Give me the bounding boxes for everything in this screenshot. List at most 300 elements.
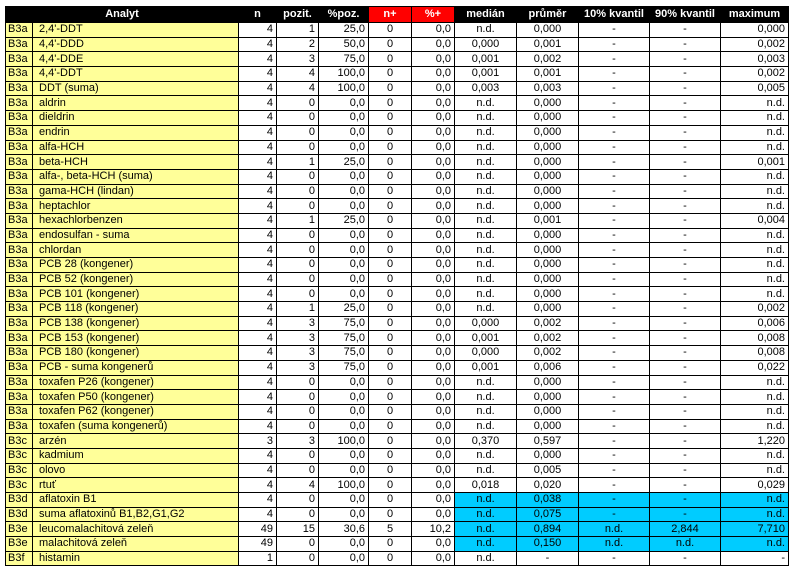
cell-n: 4 [239,169,277,184]
cell-pct-poz: 0,0 [319,375,369,390]
header-q90: 90% kvantil [650,7,721,23]
cell-n: 4 [239,507,277,522]
cell-pct-plus: 0,0 [412,81,455,96]
cell-pozit: 0 [277,493,319,508]
cell-analyte: toxafen P50 (kongener) [33,390,239,405]
results-table-container [5,6,789,566]
cell-n: 4 [239,23,277,38]
cell-n: 4 [239,228,277,243]
cell-n-plus: 0 [369,272,412,287]
cell-n: 49 [239,522,277,537]
cell-q90: - [650,125,721,140]
cell-q10: - [579,404,650,419]
table-row [6,375,789,390]
cell-prumer: 0,001 [517,37,579,52]
cell-analyte: 4,4'-DDT [33,67,239,82]
cell-median: 0,001 [455,67,517,82]
table-row [6,537,789,552]
cell-pct-poz: 25,0 [319,155,369,170]
table-row [6,199,789,214]
cell-pct-poz: 0,0 [319,448,369,463]
cell-q90: - [650,287,721,302]
table-row [6,67,789,82]
cell-pozit: 0 [277,507,319,522]
header-pct-plus: %+ [412,7,455,23]
cell-q90: - [650,169,721,184]
cell-pozit: 0 [277,258,319,273]
table-row [6,493,789,508]
cell-n: 4 [239,125,277,140]
cell-maximum: n.d. [721,243,789,258]
cell-n-plus: 0 [369,67,412,82]
cell-code: B3a [6,155,33,170]
cell-n: 4 [239,67,277,82]
cell-n: 4 [239,360,277,375]
cell-code: B3a [6,346,33,361]
cell-n-plus: 0 [369,199,412,214]
header-n: n [239,7,277,23]
table-row [6,155,789,170]
cell-pct-plus: 0,0 [412,360,455,375]
cell-median: n.d. [455,375,517,390]
cell-n-plus: 0 [369,213,412,228]
cell-analyte: PCB 180 (kongener) [33,346,239,361]
table-row [6,346,789,361]
cell-analyte: histamin [33,551,239,566]
cell-q10: - [579,111,650,126]
cell-maximum: n.d. [721,390,789,405]
cell-pozit: 0 [277,125,319,140]
cell-pct-poz: 0,0 [319,404,369,419]
cell-prumer: 0,000 [517,390,579,405]
cell-pct-plus: 0,0 [412,96,455,111]
cell-maximum: n.d. [721,375,789,390]
cell-pct-poz: 0,0 [319,493,369,508]
cell-maximum: 0,008 [721,346,789,361]
table-row [6,37,789,52]
cell-median: n.d. [455,111,517,126]
cell-n-plus: 0 [369,81,412,96]
cell-pozit: 2 [277,37,319,52]
cell-pozit: 4 [277,81,319,96]
cell-code: B3d [6,493,33,508]
cell-median: n.d. [455,537,517,552]
cell-prumer: 0,000 [517,448,579,463]
cell-prumer: 0,000 [517,184,579,199]
cell-median: n.d. [455,199,517,214]
cell-n-plus: 0 [369,493,412,508]
cell-n: 4 [239,419,277,434]
cell-code: B3a [6,287,33,302]
table-row [6,287,789,302]
cell-analyte: kadmium [33,448,239,463]
cell-n-plus: 0 [369,507,412,522]
cell-q90: - [650,419,721,434]
cell-pozit: 0 [277,390,319,405]
cell-maximum: 0,000 [721,23,789,38]
cell-maximum: n.d. [721,125,789,140]
cell-n: 4 [239,390,277,405]
cell-n: 1 [239,551,277,566]
cell-pct-plus: 0,0 [412,478,455,493]
cell-q90: - [650,493,721,508]
cell-maximum: 0,003 [721,52,789,67]
cell-pozit: 0 [277,375,319,390]
cell-n-plus: 0 [369,537,412,552]
cell-analyte: PCB 138 (kongener) [33,316,239,331]
cell-prumer: 0,597 [517,434,579,449]
cell-prumer: 0,000 [517,125,579,140]
cell-analyte: leucomalachitová zeleň [33,522,239,537]
header-pozit: pozit. [277,7,319,23]
cell-maximum: n.d. [721,287,789,302]
cell-n: 4 [239,213,277,228]
header-row [6,7,789,23]
cell-pct-plus: 0,0 [412,258,455,273]
cell-median: n.d. [455,228,517,243]
cell-maximum: n.d. [721,184,789,199]
cell-pct-plus: 0,0 [412,243,455,258]
cell-maximum: n.d. [721,111,789,126]
cell-maximum: 0,002 [721,67,789,82]
cell-n: 3 [239,434,277,449]
cell-q10: - [579,258,650,273]
cell-q10: - [579,346,650,361]
cell-code: B3e [6,522,33,537]
cell-pozit: 0 [277,537,319,552]
cell-n-plus: 0 [369,360,412,375]
cell-pozit: 0 [277,140,319,155]
cell-q10: - [579,81,650,96]
cell-maximum: n.d. [721,140,789,155]
cell-pozit: 1 [277,155,319,170]
cell-q10: - [579,199,650,214]
cell-n-plus: 0 [369,125,412,140]
table-row [6,243,789,258]
cell-q90: - [650,404,721,419]
cell-prumer: 0,000 [517,155,579,170]
cell-q10: - [579,37,650,52]
cell-median: n.d. [455,184,517,199]
cell-analyte: PCB 52 (kongener) [33,272,239,287]
header-q10: 10% kvantil [579,7,650,23]
cell-maximum: n.d. [721,419,789,434]
cell-analyte: chlordan [33,243,239,258]
cell-q90: - [650,111,721,126]
cell-q90: - [650,67,721,82]
cell-pozit: 0 [277,96,319,111]
cell-pct-poz: 0,0 [319,243,369,258]
cell-analyte: aldrin [33,96,239,111]
cell-n-plus: 0 [369,346,412,361]
cell-pozit: 3 [277,346,319,361]
cell-prumer: 0,002 [517,346,579,361]
cell-median: n.d. [455,272,517,287]
cell-analyte: 4,4'-DDD [33,37,239,52]
cell-median: n.d. [455,140,517,155]
cell-prumer: - [517,551,579,566]
cell-code: B3a [6,52,33,67]
cell-analyte: 4,4'-DDE [33,52,239,67]
cell-n-plus: 0 [369,316,412,331]
cell-n-plus: 0 [369,228,412,243]
cell-code: B3a [6,360,33,375]
cell-q10: - [579,331,650,346]
cell-maximum: 1,220 [721,434,789,449]
cell-code: B3a [6,331,33,346]
cell-median: 0,018 [455,478,517,493]
cell-n-plus: 0 [369,551,412,566]
cell-code: B3a [6,184,33,199]
cell-pozit: 15 [277,522,319,537]
cell-prumer: 0,075 [517,507,579,522]
table-row [6,140,789,155]
table-row [6,184,789,199]
cell-pct-poz: 0,0 [319,111,369,126]
cell-median: n.d. [455,390,517,405]
cell-q10: - [579,507,650,522]
cell-median: 0,001 [455,331,517,346]
cell-analyte: aflatoxin B1 [33,493,239,508]
cell-maximum: 0,005 [721,81,789,96]
cell-n-plus: 5 [369,522,412,537]
table-row [6,302,789,317]
cell-q10: - [579,463,650,478]
cell-pct-poz: 0,0 [319,551,369,566]
cell-analyte: beta-HCH [33,155,239,170]
cell-pozit: 0 [277,169,319,184]
cell-prumer: 0,150 [517,537,579,552]
cell-n: 49 [239,537,277,552]
cell-prumer: 0,000 [517,272,579,287]
cell-analyte: olovo [33,463,239,478]
cell-maximum: n.d. [721,537,789,552]
table-row [6,125,789,140]
cell-pct-poz: 0,0 [319,419,369,434]
cell-q10: - [579,419,650,434]
cell-n: 4 [239,184,277,199]
cell-pct-plus: 0,0 [412,551,455,566]
cell-q90: - [650,478,721,493]
cell-pct-plus: 0,0 [412,37,455,52]
cell-prumer: 0,000 [517,419,579,434]
cell-pct-poz: 25,0 [319,302,369,317]
cell-pct-plus: 0,0 [412,287,455,302]
cell-pct-poz: 75,0 [319,52,369,67]
cell-pozit: 0 [277,199,319,214]
table-row [6,360,789,375]
cell-q10: - [579,478,650,493]
cell-median: 0,000 [455,346,517,361]
cell-analyte: 2,4'-DDT [33,23,239,38]
cell-n: 4 [239,199,277,214]
cell-code: B3a [6,140,33,155]
cell-code: B3a [6,272,33,287]
cell-n-plus: 0 [369,390,412,405]
cell-maximum: 0,002 [721,302,789,317]
cell-prumer: 0,005 [517,463,579,478]
cell-q10: - [579,302,650,317]
table-row [6,551,789,566]
cell-pct-plus: 0,0 [412,67,455,82]
cell-n-plus: 0 [369,478,412,493]
cell-n: 4 [239,111,277,126]
cell-n-plus: 0 [369,184,412,199]
cell-pozit: 0 [277,228,319,243]
cell-pct-plus: 0,0 [412,316,455,331]
cell-code: B3a [6,125,33,140]
cell-n-plus: 0 [369,96,412,111]
cell-analyte: toxafen (suma kongenerů) [33,419,239,434]
cell-code: B3a [6,199,33,214]
table-row [6,169,789,184]
cell-median: 0,001 [455,360,517,375]
cell-pct-poz: 25,0 [319,213,369,228]
cell-analyte: rtuť [33,478,239,493]
cell-n-plus: 0 [369,243,412,258]
cell-prumer: 0,002 [517,316,579,331]
cell-q90: - [650,551,721,566]
cell-q10: - [579,551,650,566]
cell-median: n.d. [455,404,517,419]
cell-pozit: 3 [277,52,319,67]
cell-q90: - [650,213,721,228]
cell-maximum: n.d. [721,463,789,478]
table-row [6,213,789,228]
cell-pozit: 0 [277,551,319,566]
cell-median: n.d. [455,522,517,537]
cell-median: n.d. [455,213,517,228]
cell-q10: - [579,272,650,287]
cell-pozit: 1 [277,302,319,317]
cell-code: B3a [6,390,33,405]
cell-q90: - [650,243,721,258]
cell-maximum: n.d. [721,228,789,243]
cell-median: 0,000 [455,37,517,52]
cell-code: B3a [6,96,33,111]
table-row [6,96,789,111]
cell-q90: - [650,96,721,111]
cell-pozit: 1 [277,213,319,228]
cell-pozit: 0 [277,448,319,463]
cell-median: n.d. [455,258,517,273]
cell-pct-poz: 0,0 [319,140,369,155]
cell-pct-poz: 50,0 [319,37,369,52]
cell-n-plus: 0 [369,448,412,463]
cell-pct-plus: 0,0 [412,434,455,449]
cell-q90: - [650,302,721,317]
cell-q10: - [579,155,650,170]
table-row [6,390,789,405]
cell-maximum: 0,008 [721,331,789,346]
cell-code: B3f [6,551,33,566]
cell-pct-poz: 0,0 [319,184,369,199]
cell-prumer: 0,000 [517,111,579,126]
table-row [6,23,789,38]
cell-q90: - [650,434,721,449]
cell-analyte: alfa-, beta-HCH (suma) [33,169,239,184]
header-analyt: Analyt [6,7,239,23]
cell-pct-poz: 0,0 [319,96,369,111]
cell-prumer: 0,000 [517,243,579,258]
cell-q10: - [579,169,650,184]
cell-median: n.d. [455,169,517,184]
cell-prumer: 0,000 [517,375,579,390]
cell-prumer: 0,894 [517,522,579,537]
cell-prumer: 0,038 [517,493,579,508]
cell-pct-poz: 0,0 [319,507,369,522]
cell-q90: - [650,375,721,390]
cell-q10: - [579,67,650,82]
cell-pct-plus: 0,0 [412,463,455,478]
cell-maximum: 0,001 [721,155,789,170]
cell-q10: - [579,52,650,67]
cell-n-plus: 0 [369,37,412,52]
cell-analyte: heptachlor [33,199,239,214]
cell-n-plus: 0 [369,23,412,38]
cell-prumer: 0,000 [517,140,579,155]
cell-n-plus: 0 [369,52,412,67]
cell-n-plus: 0 [369,434,412,449]
cell-pct-plus: 0,0 [412,419,455,434]
cell-code: B3d [6,507,33,522]
cell-prumer: 0,000 [517,96,579,111]
cell-analyte: alfa-HCH [33,140,239,155]
table-row [6,228,789,243]
cell-code: B3a [6,243,33,258]
cell-pozit: 3 [277,316,319,331]
cell-n: 4 [239,302,277,317]
cell-q10: - [579,243,650,258]
table-row [6,404,789,419]
cell-q90: - [650,184,721,199]
cell-n-plus: 0 [369,463,412,478]
cell-q90: - [650,448,721,463]
cell-maximum: n.d. [721,272,789,287]
cell-n: 4 [239,258,277,273]
cell-pozit: 4 [277,478,319,493]
header-n-plus: n+ [369,7,412,23]
cell-q10: - [579,287,650,302]
cell-pct-poz: 75,0 [319,360,369,375]
cell-q90: - [650,199,721,214]
cell-maximum: 0,006 [721,316,789,331]
cell-pct-plus: 0,0 [412,537,455,552]
cell-q90: - [650,390,721,405]
cell-pct-poz: 100,0 [319,81,369,96]
cell-q90: - [650,360,721,375]
cell-q10: - [579,96,650,111]
cell-n-plus: 0 [369,419,412,434]
cell-pozit: 0 [277,287,319,302]
cell-median: n.d. [455,463,517,478]
cell-q90: - [650,507,721,522]
cell-q90: - [650,463,721,478]
cell-code: B3a [6,23,33,38]
cell-n: 4 [239,478,277,493]
cell-n: 4 [239,272,277,287]
cell-code: B3a [6,375,33,390]
cell-maximum: n.d. [721,507,789,522]
table-row [6,331,789,346]
table-row [6,448,789,463]
table-row [6,522,789,537]
cell-pct-poz: 100,0 [319,478,369,493]
cell-median: n.d. [455,23,517,38]
cell-q90: - [650,155,721,170]
cell-q90: - [650,23,721,38]
cell-prumer: 0,002 [517,331,579,346]
